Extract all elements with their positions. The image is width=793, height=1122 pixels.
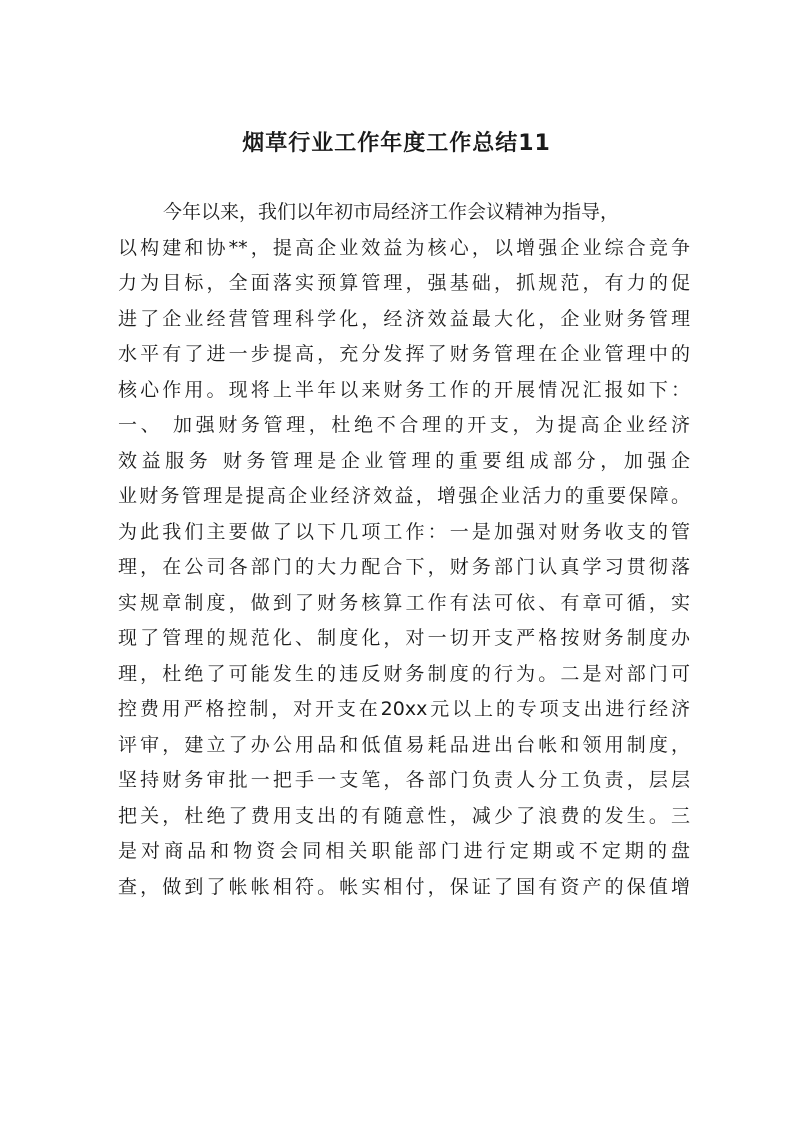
paragraph-line: 力为目标，全面落实预算管理，强基础，抓规范，有力的促 bbox=[118, 272, 690, 294]
section-heading-line: 一、 加强财务管理，杜绝不合理的开支，为提高企业经济 bbox=[118, 414, 690, 436]
paragraph-line: 以构建和协**，提高企业效益为核心，以增强企业综合竞争 bbox=[118, 236, 690, 259]
paragraph-line: 水平有了进一步提高，充分发挥了财务管理在企业管理中的 bbox=[118, 343, 690, 365]
paragraph-line: 是对商品和物资会同相关职能部门进行定期或不定期的盘 bbox=[118, 840, 690, 862]
paragraph-line: 效益服务 财务管理是企业管理的重要组成部分，加强企 bbox=[118, 449, 690, 472]
paragraph-line: 进了企业经营管理科学化，经济效益最大化，企业财务管理 bbox=[118, 307, 690, 330]
paragraph-line: 实规章制度，做到了财务核算工作有法可依、有章可循，实 bbox=[118, 591, 690, 614]
paragraph-line: 坚持财务审批一把手一支笔，各部门负责人分工负责，层层 bbox=[118, 769, 690, 791]
paragraph-line: 今年以来，我们以年初市局经济工作会议精神为指导， bbox=[163, 201, 620, 223]
paragraph-line: 控费用严格控制，对开支在20xx元以上的专项支出进行经济 bbox=[118, 698, 690, 720]
document-title: 烟草行业工作年度工作总结11 bbox=[242, 131, 551, 156]
paragraph-line: 理，杜绝了可能发生的违反财务制度的行为。二是对部门可 bbox=[118, 662, 690, 685]
paragraph-line: 把关，杜绝了费用支出的有随意性，减少了浪费的发生。三 bbox=[118, 804, 690, 827]
paragraph-line: 为此我们主要做了以下几项工作：一是加强对财务收支的管 bbox=[118, 520, 690, 543]
paragraph-line: 评审，建立了办公用品和低值易耗品进出台帐和领用制度， bbox=[118, 733, 690, 756]
document-body bbox=[118, 195, 690, 905]
paragraph-line: 核心作用。现将上半年以来财务工作的开展情况汇报如下： bbox=[118, 378, 690, 401]
paragraph-line: 理，在公司各部门的大力配合下，财务部门认真学习贯彻落 bbox=[118, 556, 690, 578]
paragraph-line: 现了管理的规范化、制度化，对一切开支严格按财务制度办 bbox=[118, 627, 690, 649]
paragraph-line: 业财务管理是提高企业经济效益，增强企业活力的重要保障。 bbox=[118, 485, 690, 507]
paragraph-line: 查，做到了帐帐相符。帐实相付，保证了国有资产的保值增 bbox=[118, 875, 690, 898]
